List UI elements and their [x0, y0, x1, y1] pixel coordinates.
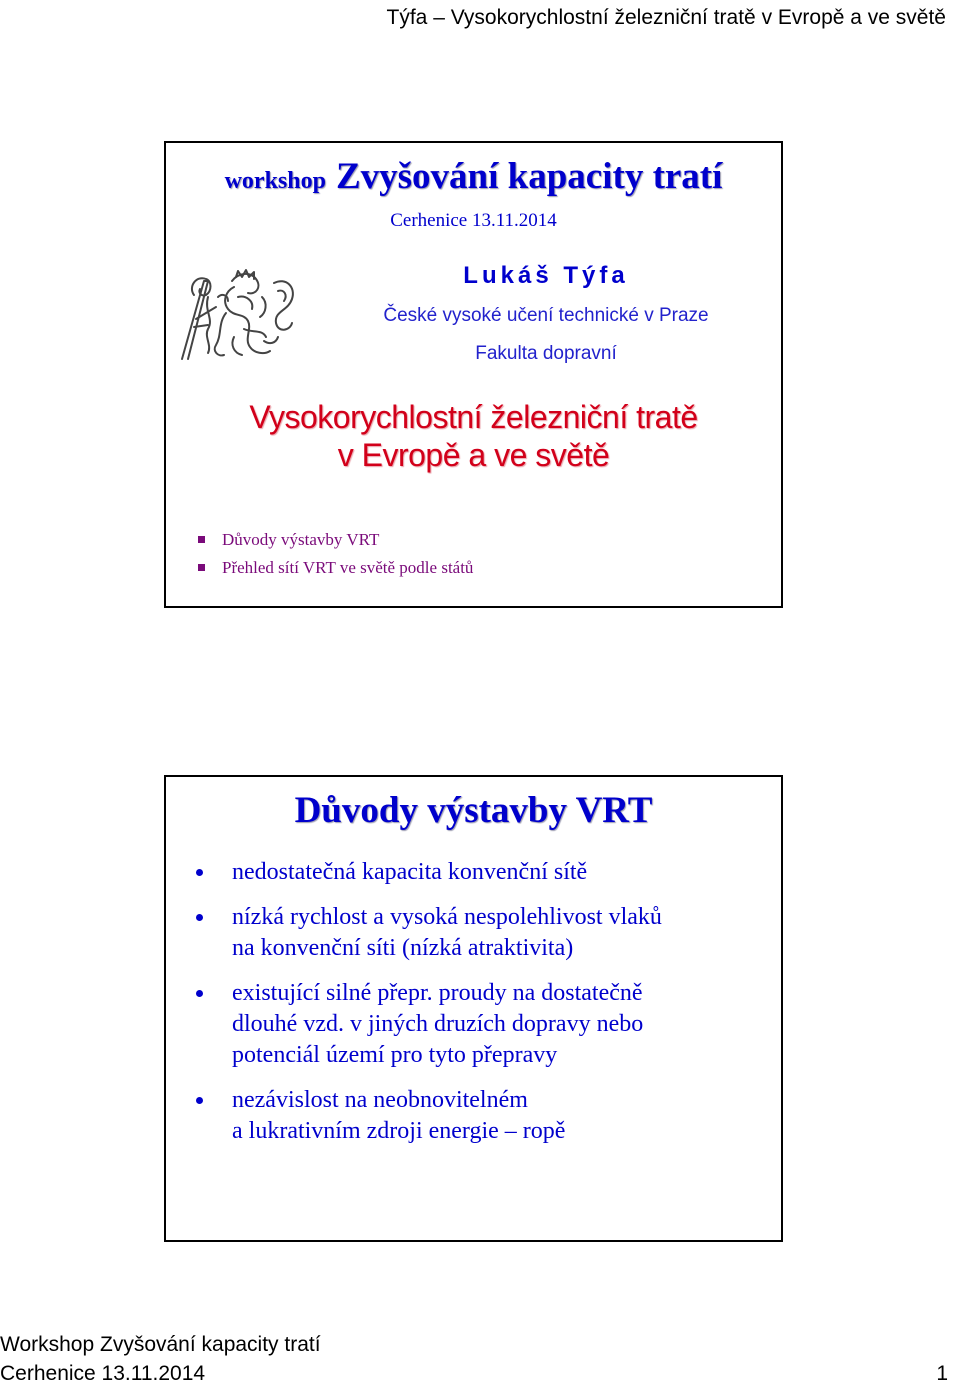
presentation-title-line2: v Evropě a ve světě	[337, 437, 610, 473]
round-bullet-icon	[196, 869, 203, 876]
outline-item: Přehled sítí VRT ve světě podle států	[196, 557, 473, 585]
slide-2	[164, 775, 783, 1242]
round-bullet-icon	[196, 990, 203, 997]
presentation-title	[166, 398, 781, 474]
workshop-label: workshop	[224, 168, 326, 194]
footer-workshop: Workshop Zvyšování kapacity tratí	[0, 1333, 321, 1356]
slide-1	[164, 141, 783, 608]
author-name: Lukáš Týfa	[463, 262, 629, 289]
workshop-date: Cerhenice 13.11.2014	[390, 210, 557, 231]
slide2-title: Důvody výstavby VRT	[294, 790, 653, 831]
list-item: nezávislost na neobnovitelném a lukrativním zdroji energie – ropě	[192, 1085, 662, 1147]
cvut-lion-logo-icon	[178, 267, 300, 363]
square-bullet-icon	[198, 564, 205, 571]
round-bullet-icon	[196, 1097, 203, 1104]
workshop-title: Zvyšování kapacity tratí	[335, 156, 723, 197]
list-item: existující silné přepr. proudy na dostatečně dlouhé vzd. v jiných druzích dopravy nebo potenciál území pro tyto přepravy	[192, 978, 662, 1071]
square-bullet-icon	[198, 536, 205, 543]
footer-date: Cerhenice 13.11.2014	[0, 1362, 206, 1385]
presentation-title-line1: Vysokorychlostní železniční tratě	[249, 399, 698, 435]
faculty-name: Fakulta dopravní	[475, 343, 617, 364]
list-item: nízká rychlost a vysoká nespolehlivost vlaků na konvenční síti (nízká atraktivita)	[192, 902, 662, 964]
slide2-bullet-list	[192, 857, 662, 1161]
university-name: České vysoké učení technické v Praze	[383, 305, 709, 326]
page-number: 1	[936, 1362, 948, 1385]
page-header: Týfa – Vysokorychlostní železniční tratě v Evropě a ve světě	[386, 6, 946, 29]
round-bullet-icon	[196, 914, 203, 921]
outline-item: Důvody výstavby VRT	[196, 529, 473, 557]
list-item: nedostatečná kapacita konvenční sítě	[192, 857, 662, 888]
slide1-title-row	[166, 155, 781, 198]
slide1-outline	[196, 529, 473, 585]
